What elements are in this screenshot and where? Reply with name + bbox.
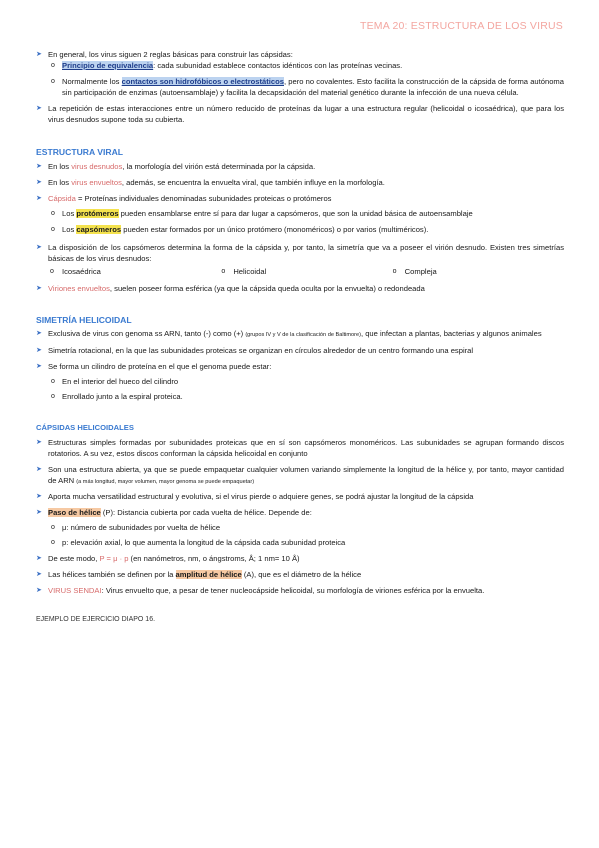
highlight-paso: Paso de hélice <box>48 508 101 518</box>
viral-bullet-5: ➤ Viriones envueltos, suelen poseer forma esférica (ya que la cápsida queda oculta por la envuelta) o redondeada <box>36 284 564 295</box>
viral-sub-2: o Los capsómeros pueden estar formados por un único protómero (monoméricos) o por varios (multiméricos). <box>36 225 564 236</box>
helic-bullet-3: ➤ Se forma un cilindro de proteína en el que el genoma puede estar: <box>36 362 564 373</box>
highlight-protomeros: protómeros <box>76 209 119 219</box>
caps-bullet-6: ➤ Las hélices también se definen por la amplitud de hélice (A), que es el diámetro de la hélice <box>36 570 564 581</box>
caps-bullet-2: ➤ Son una estructura abierta, ya que se puede empaquetar cualquier volumen variando simplemente la longitud de la hélice y, por tanto, mayor cantidad de ARN (a más longitud, mayor volumen, mayor genoma se puede empaquetar) <box>36 465 564 488</box>
document-body <box>36 50 564 626</box>
intro-sub-1: o Principio de equivalencia: cada subunidad establece contactos idénticos con las proteínas vecinas. <box>36 61 564 72</box>
highlight-equivalence: Principio de equivalencia <box>62 60 154 70</box>
helic-bullet-1: ➤ Exclusiva de virus con genoma ss ARN, tanto (-) como (+) (grupos IV y V de la clasificación de Baltimore), que infectan a plantas, bacterias y algunos animales <box>36 329 564 341</box>
footer-note: EJEMPLO DE EJERCICIO DIAPO 16. <box>36 615 156 623</box>
symmetry-item: o Helicoidal <box>221 267 392 278</box>
intro-bullet-2: ➤ La repetición de estas interacciones entre un número reducido de proteínas da lugar a una estructura regular (helicoidal o icosaédrica), que para los virus desnudos supone toda su cubierta. <box>36 104 564 126</box>
viral-bullet-1: ➤ En los virus desnudos, la morfología del virión está determinada por la cápsida. <box>36 162 564 173</box>
viral-sub-1: o Los protómeros pueden ensamblarse entre sí para dar lugar a capsómeros, que son la unidad básica de autoensamblaje <box>36 209 564 220</box>
viral-bullet-4: ➤ La disposición de los capsómeros determina la forma de la cápsida y, por tanto, la simetría que va a poseer el virión desnudo. Existen tres simetrías básicas de los virus desnudos: <box>36 243 564 265</box>
symmetry-item: o Compleja <box>393 267 564 278</box>
intro-sub-2: o Normalmente los contactos son hidrofóbicos o electrostáticos, pero no covalentes. Esto facilita la construcción de la cápsida de forma autónoma sin participación de enzimas (autoensamblaje) y facilita la decapsidación del material genético durante la infección de una nueva célula. <box>36 77 564 99</box>
highlight-contacts: contactos son hidrofóbicos o electrostáticos <box>121 76 284 86</box>
helic-bullet-2: ➤ Simetría rotacional, en la que las subunidades proteicas se organizan en círculos alrededor de un centro formando una espiral <box>36 346 564 357</box>
symmetry-list <box>36 267 564 278</box>
caps-bullet-3: ➤ Aporta mucha versatilidad estructural y evolutiva, si el virus pierde o adquiere genes, se podrá ajustar la longitud de la cápsida <box>36 492 564 503</box>
caps-bullet-7: ➤ VIRUS SENDAI: Virus envuelto que, a pesar de tener nucleocápside helicoidal, su morfología de viriones esférica por la envuelta. <box>36 586 564 597</box>
helic-sub-2: o Enrollado junto a la espiral proteica. <box>36 392 564 403</box>
viral-bullet-2: ➤ En los virus envueltos, además, se encuentra la envuelta viral, que también influye en la morfología. <box>36 178 564 189</box>
caps-bullet-4: ➤ Paso de hélice (P): Distancia cubierta por cada vuelta de hélice. Depende de: <box>36 508 564 519</box>
highlight-capsomeros: capsómeros <box>76 224 122 234</box>
caps-sub-2: o p: elevación axial, lo que aumenta la longitud de la cápsida cada subunidad proteica <box>36 538 564 549</box>
caps-bullet-5: ➤ De este modo, P = μ · p (en nanómetros, nm, o ángstroms, Å; 1 nm= 10 Å) <box>36 554 564 565</box>
caps-bullet-1: ➤ Estructuras simples formadas por subunidades proteicas que en sí son capsómeros monoméricos. Las subunidades se agrupan formando discos rotatorios. A su vez, estos discos conforman la cápsida helicoidal en conjunto <box>36 438 564 460</box>
section-title-viral: ESTRUCTURA VIRAL <box>36 147 124 158</box>
caps-sub-1: o μ: número de subunidades por vuelta de hélice <box>36 523 564 534</box>
helic-sub-1: o En el interior del hueco del cilindro <box>36 377 564 388</box>
highlight-amplitud: amplitud de hélice <box>175 570 242 579</box>
viral-bullet-3: ➤ Cápsida = Proteínas individuales denominadas subunidades proteicas o protómeros <box>36 194 564 205</box>
page-header-title: TEMA 20: ESTRUCTURA DE LOS VIRUS <box>359 20 563 32</box>
section-title-helicoidal: SIMETRÍA HELICOIDAL <box>36 314 132 325</box>
intro-bullet-1: ➤ En general, los virus siguen 2 reglas básicas para construir las cápsidas: <box>36 50 564 61</box>
section-title-capsidas: CÁPSIDAS HELICOIDALES <box>36 422 134 432</box>
symmetry-item: o Icosaédrica <box>50 267 221 278</box>
